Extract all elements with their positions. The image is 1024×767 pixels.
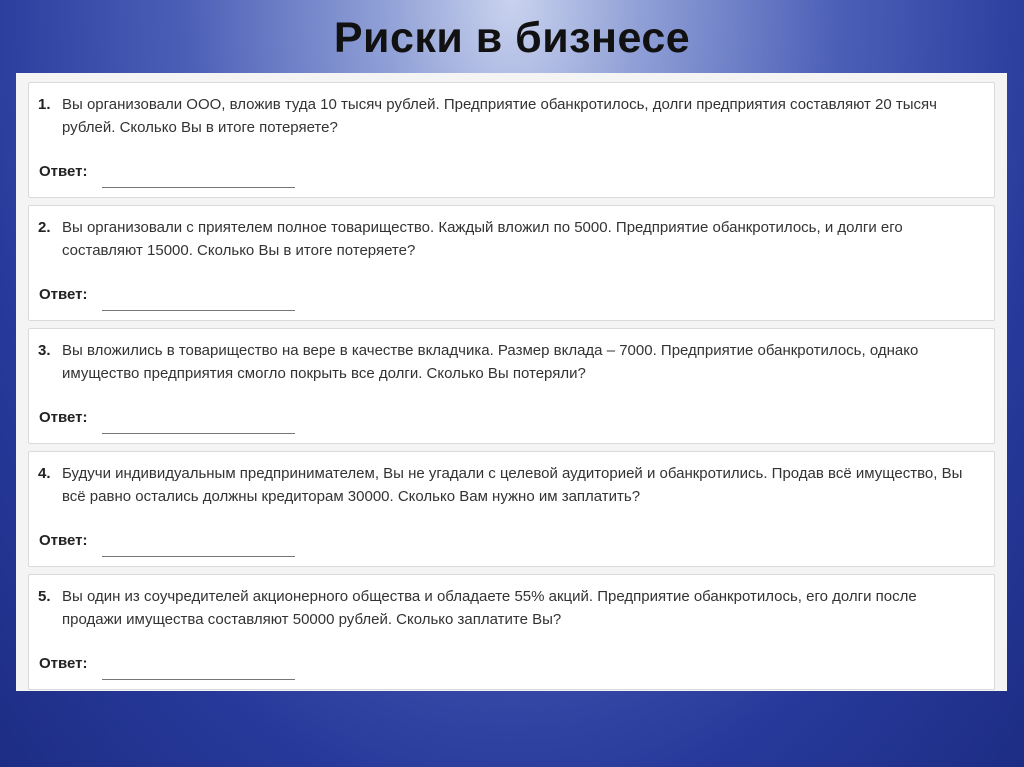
- question-number: 2.: [38, 219, 51, 236]
- answer-input-2[interactable]: [102, 282, 295, 311]
- answer-label: Ответ:: [39, 532, 88, 549]
- question-row: [38, 462, 978, 508]
- question-row: [38, 585, 978, 631]
- question-row: [38, 93, 978, 139]
- question-text: Вы вложились в товарищество на вере в качестве вкладчика. Размер вклада – 7000. Предприятие обанкротилось, однако имущество предприятия смогло покрыть все долги. Сколько Вы потеряли?: [62, 342, 919, 382]
- question-number: 1.: [38, 96, 51, 113]
- answer-label: Ответ:: [39, 409, 88, 426]
- quiz-panel: [16, 73, 1007, 691]
- answer-input-1[interactable]: [102, 159, 295, 188]
- question-text: Вы организовали с приятелем полное товарищество. Каждый вложил по 5000. Предприятие обанкротилось, и долги его составляют 15000. Сколько Вы в итоге потеряете?: [62, 219, 903, 259]
- answer-label: Ответ:: [39, 286, 88, 303]
- question-number: 3.: [38, 342, 51, 359]
- answer-label: Ответ:: [39, 655, 88, 672]
- question-card-4: [28, 451, 995, 567]
- answer-input-3[interactable]: [102, 405, 295, 434]
- slide-title: Риски в бизнесе: [333, 14, 691, 62]
- question-card-1: [28, 82, 995, 198]
- question-text: Вы организовали ООО, вложив туда 10 тысяч рублей. Предприятие обанкротилось, долги предприятия составляют 20 тысяч рублей. Сколько Вы в итоге потеряете?: [62, 96, 937, 136]
- question-row: [38, 216, 978, 262]
- question-card-2: [28, 205, 995, 321]
- question-text: Будучи индивидуальным предпринимателем, Вы не угадали с целевой аудиторией и обанкротились. Продав всё имущество, Вы всё равно остались должны кредиторам 30000. Сколько Вам нужно им заплатить?: [62, 465, 963, 505]
- question-number: 5.: [38, 588, 51, 605]
- question-card-5: [28, 574, 995, 690]
- question-row: [38, 339, 978, 385]
- answer-input-5[interactable]: [102, 651, 295, 680]
- answer-input-4[interactable]: [102, 528, 295, 557]
- question-text: Вы один из соучредителей акционерного общества и обладаете 55% акций. Предприятие обанкротилось, его долги после продажи имущества составляют 50000 рублей. Сколько заплатите Вы?: [62, 588, 917, 628]
- question-card-3: [28, 328, 995, 444]
- question-number: 4.: [38, 465, 51, 482]
- answer-label: Ответ:: [39, 163, 88, 180]
